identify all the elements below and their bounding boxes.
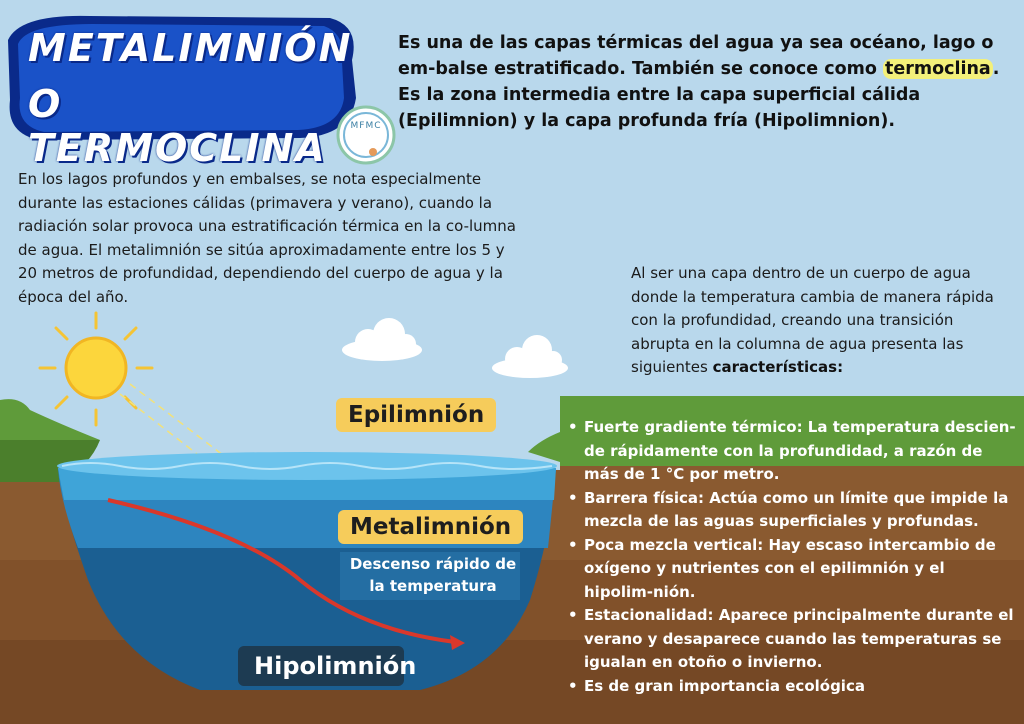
intro-text-after: . Es la zona intermedia entre la capa superficial cálida (Epilimnion) y la capa profunda fría (Hipolimnion).	[398, 59, 1000, 131]
characteristic-item: • Poca mezcla vertical: Hay escaso intercambio de oxígeno y nutrientes con el epilimnión y el hipolim-nión.	[566, 534, 1018, 605]
logo-text: MFMC	[350, 121, 382, 131]
characteristic-item: • Fuerte gradiente térmico: La temperatura descien-de rápidamente con la profundidad, a razón de más de 1 °C por metro.	[566, 416, 1018, 487]
epilimnion-label: Epilimnión	[336, 398, 496, 432]
characteristic-item: • Es de gran importancia ecológica	[566, 675, 1018, 699]
characteristics-list	[566, 416, 1018, 698]
metalimnion-label: Metalimnión	[338, 510, 523, 544]
hipolimnion-label: Hipolimnión	[254, 652, 417, 680]
intro-text-before: Es una de las capas térmicas del agua ya sea océano, lago o em-balse estratificado. También se conoce como	[398, 33, 994, 79]
characteristic-item: • Estacionalidad: Aparece principalmente durante el verano y desaparece cuando las temperaturas se igualan en otoño o invierno.	[566, 604, 1018, 675]
intro-highlight: termoclina	[884, 59, 991, 79]
title-block	[6, 18, 356, 170]
paragraph-right	[631, 262, 1011, 380]
paragraph-left: En los lagos profundos y en embalses, se nota especialmente durante las estaciones cálidas (primavera y verano), cuando la radiación solar provoca una estratificación térmica en la co-lumna de agua. El metalimnión se sitúa aproximadamente entre los 5 y 20 metros de profundidad, dependiendo del cuerpo de agua y la época del año.	[18, 170, 516, 306]
title-line-1: METALIMNIÓN	[28, 26, 353, 70]
descenso-label: Descenso rápido de la temperatura	[349, 555, 517, 595]
title-line-2: O TERMOCLINA	[28, 82, 327, 170]
characteristic-item: • Barrera física: Actúa como un límite que impide la mezcla de las aguas superficiales y profundas.	[566, 487, 1018, 534]
paragraph-right-bold: características:	[712, 358, 844, 376]
paragraph-right-text: Al ser una capa dentro de un cuerpo de agua donde la temperatura cambia de manera rápida con la profundidad, creando una transición abrupta en la columna de agua presenta las siguientes	[631, 264, 994, 376]
intro-paragraph	[398, 30, 1008, 134]
